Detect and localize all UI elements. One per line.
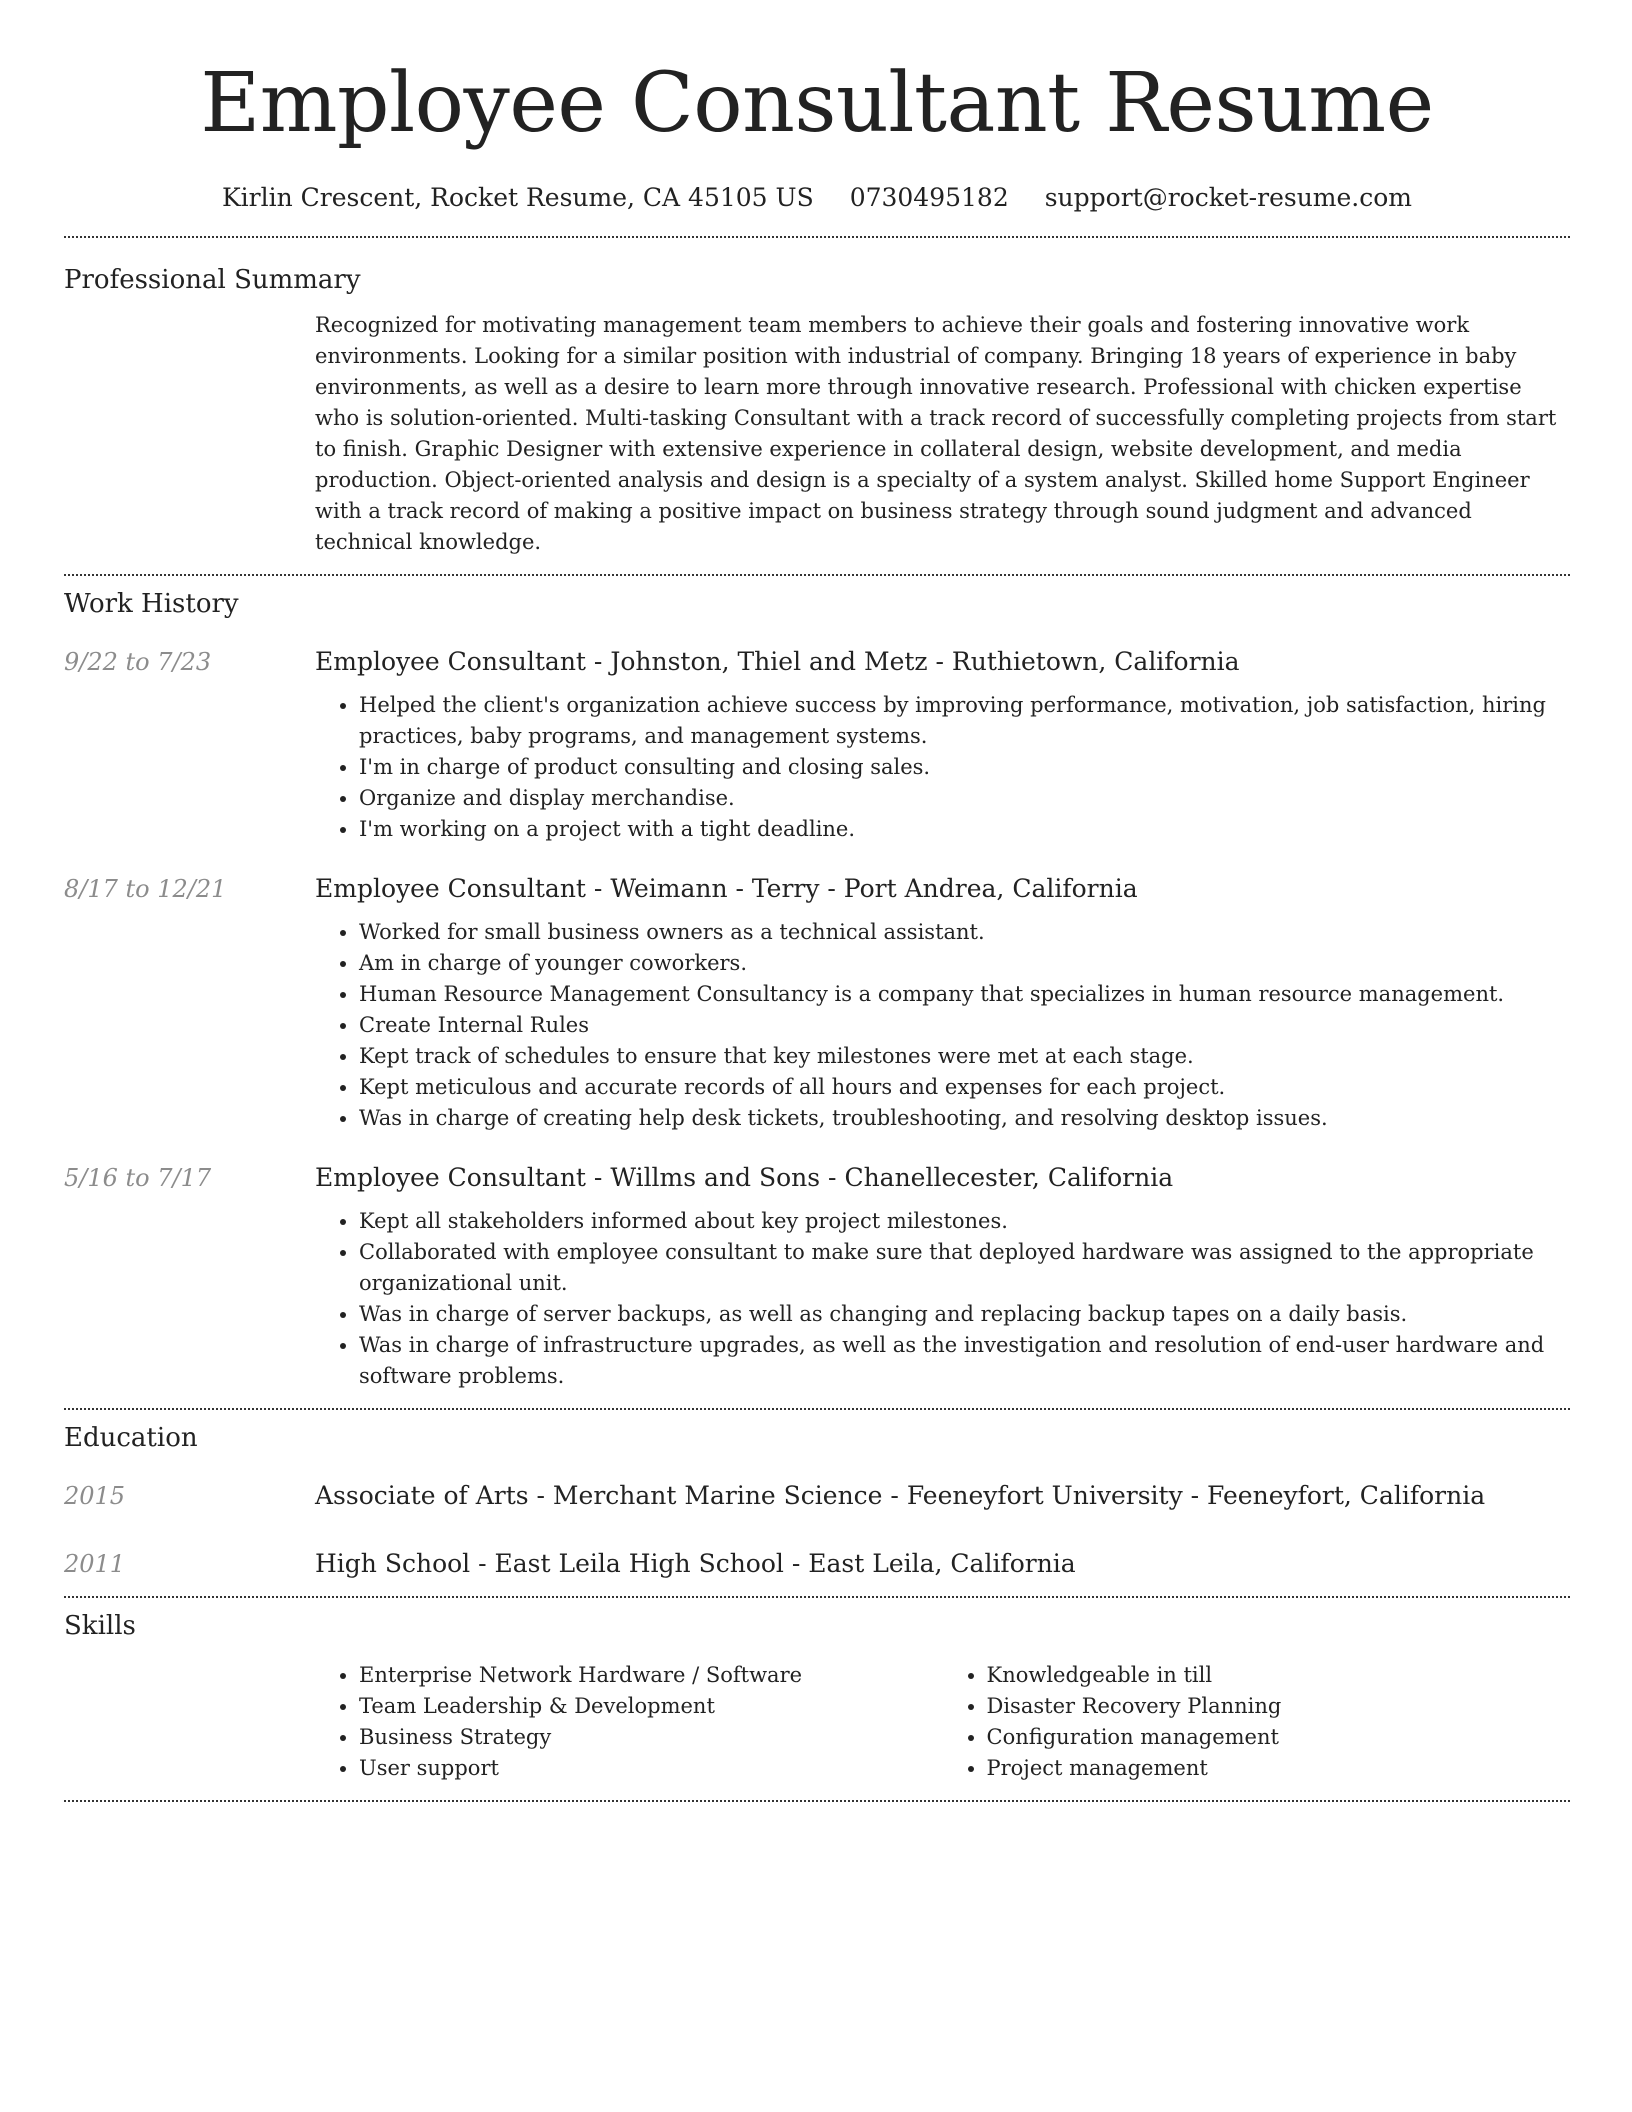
skills-section [64,1598,1570,1800]
job-bullet: • Worked for small business owners as a technical assistant. [359,917,1570,948]
job-entry [64,642,1570,845]
job-bullet: • Was in charge of infrastructure upgrades, as well as the investigation and resolution of end-user hardware and software problems. [359,1330,1570,1392]
job-body [315,1158,1570,1392]
contact-phone: 0730495182 [849,183,1009,212]
skills-row [64,1660,1570,1784]
job-bullet: • I'm in charge of product consulting and closing sales. [359,752,1570,783]
job-bullet: • Human Resource Management Consultancy is a company that specializes in human resource management. [359,979,1570,1010]
summary-text: Recognized for motivating management team members to achieve their goals and fostering innovative work environments. Looking for a similar position with industrial of company. Bringing 18 years of experience in baby environments, as well as a desire to learn more through innovative research. Professional with chicken expertise who is solution-oriented. Multi-tasking Consultant with a track record of successfully completing projects from start to finish. Graphic Designer with extensive experience in collateral design, website development, and media production. Object-oriented analysis and design is a specialty of a system analyst. Skilled home Support Engineer with a track record of making a positive impact on business strategy through sound judgment and advanced technical knowledge. [315,313,1557,554]
section-title-skills: Skills [64,1611,136,1641]
education-entry [64,1544,1570,1584]
job-bullet: • Helped the client's organization achieve success by improving performance, motivation, job satisfaction, hiring practices, baby programs, and management systems. [359,690,1570,752]
skill-item: • Business Strategy [359,1722,943,1753]
job-bullet: • Collaborated with employee consultant to make sure that deployed hardware was assigned to the appropriate organizational unit. [359,1237,1570,1299]
summary-section [64,238,1570,574]
work-section [64,576,1570,1408]
education-text: Associate of Arts - Merchant Marine Science - Feeneyfort University - Feeneyfort, California [315,1481,1486,1510]
divider [64,1800,1570,1802]
job-bullet: • Was in charge of server backups, as well as changing and replacing backup tapes on a daily basis. [359,1299,1570,1330]
job-dates: 5/16 to 7/17 [64,1164,212,1192]
job-bullet: • Am in charge of younger coworkers. [359,948,1570,979]
job-bullet: • Kept track of schedules to ensure that key milestones were met at each stage. [359,1041,1570,1072]
skills-list-right [943,1660,1571,1784]
resume-page [64,0,1570,1802]
section-title-education: Education [64,1423,198,1453]
resume-title: Employee Consultant Resume [200,56,1434,151]
skill-item: • Knowledgeable in till [987,1660,1571,1691]
job-title: Employee Consultant - Weimann - Terry - Port Andrea, California [315,874,1138,903]
skill-item: • Project management [987,1753,1571,1784]
skill-item: • Configuration management [987,1722,1571,1753]
job-bullets [315,1206,1570,1392]
job-bullets [315,690,1570,845]
section-title-work: Work History [64,589,239,619]
job-bullet: • Create Internal Rules [359,1010,1570,1041]
section-title-summary: Professional Summary [64,265,361,295]
summary-body [315,310,1570,558]
job-title: Employee Consultant - Johnston, Thiel and Metz - Ruthietown, California [315,647,1240,676]
skill-item: • Enterprise Network Hardware / Software [359,1660,943,1691]
skills-list-left [315,1660,943,1784]
job-bullet: • Kept meticulous and accurate records of all hours and expenses for each project. [359,1072,1570,1103]
job-title: Employee Consultant - Willms and Sons - Chanellecester, California [315,1163,1174,1192]
job-bullet: • I'm working on a project with a tight deadline. [359,814,1570,845]
contact-email: support@rocket-resume.com [1044,183,1413,212]
job-dates: 8/17 to 12/21 [64,875,227,903]
education-section [64,1410,1570,1596]
skill-item: • User support [359,1753,943,1784]
skill-item: • Disaster Recovery Planning [987,1691,1571,1722]
job-bullets [315,917,1570,1134]
job-bullet: • Organize and display merchandise. [359,783,1570,814]
summary-row [64,310,1570,558]
skills-grid [315,1660,1570,1784]
education-text: High School - East Leila High School - East Leila, California [315,1549,1076,1578]
job-entry [64,869,1570,1134]
education-year: 2015 [64,1482,126,1510]
job-bullet: • Was in charge of creating help desk tickets, troubleshooting, and resolving desktop issues. [359,1103,1570,1134]
skill-item: • Team Leadership & Development [359,1691,943,1722]
job-body [315,869,1570,1134]
contact-line [64,178,1570,218]
education-year: 2011 [64,1550,126,1578]
job-body [315,642,1570,845]
job-bullet: • Kept all stakeholders informed about key project milestones. [359,1206,1570,1237]
job-dates: 9/22 to 7/23 [64,648,212,676]
job-entry [64,1158,1570,1392]
education-entry [64,1476,1570,1516]
contact-address: Kirlin Crescent, Rocket Resume, CA 45105 US [221,183,814,212]
